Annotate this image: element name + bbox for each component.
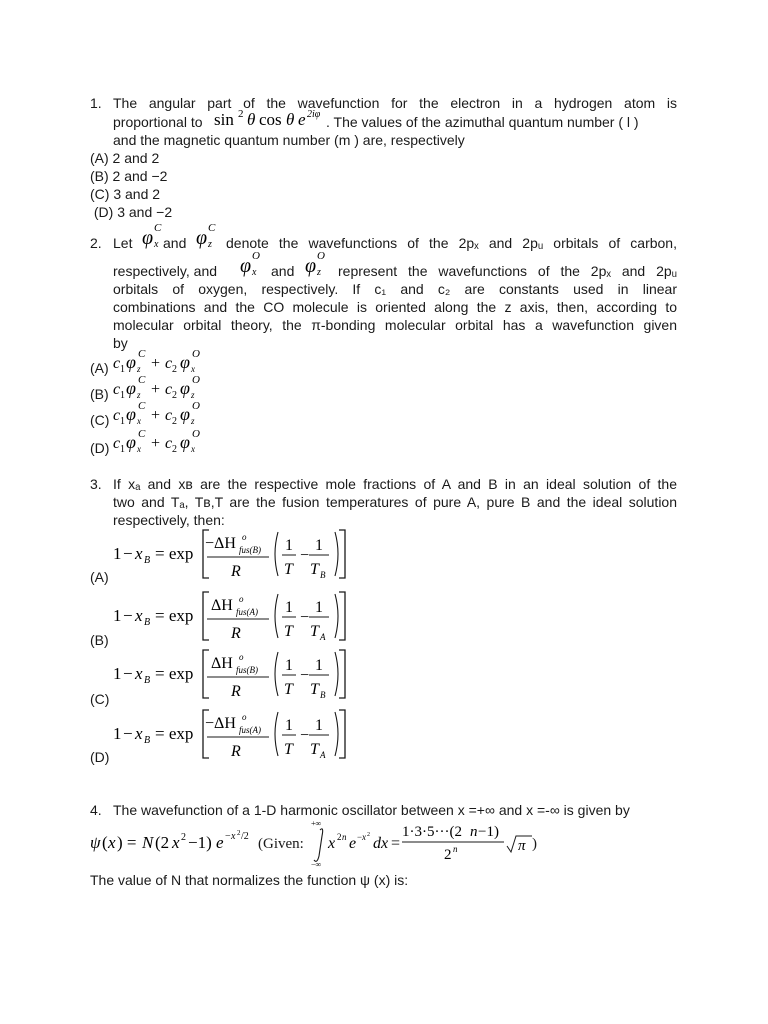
svg-text:−: −: [300, 609, 310, 626]
svg-text:O: O: [192, 348, 200, 360]
svg-text:x: x: [191, 444, 195, 454]
svg-text:2: 2: [172, 364, 177, 375]
q3-line3: respectively, then:: [113, 512, 225, 528]
svg-text:φ: φ: [126, 378, 136, 398]
svg-text:1: 1: [113, 724, 122, 743]
svg-text:2: 2: [337, 832, 342, 842]
q2-line6: by: [113, 335, 128, 351]
q2-line3: orbitals of oxygen, respectively. If c₁ and c₂ are constants used in linear: [113, 281, 677, 297]
svg-text:n: n: [453, 844, 458, 854]
phi-z-carbon: [196, 222, 218, 252]
svg-text:R: R: [231, 625, 241, 642]
svg-text:−ΔH: −ΔH: [205, 715, 236, 732]
q2-option-c-expression: [113, 400, 223, 428]
svg-text:A: A: [320, 750, 326, 760]
svg-text:1·3·5···(2: 1·3·5···(2: [402, 824, 462, 840]
svg-text:ΔH: ΔH: [211, 597, 233, 614]
svg-text:T: T: [284, 741, 293, 758]
svg-text:π: π: [518, 838, 526, 854]
svg-text:ψ: ψ: [90, 833, 101, 852]
svg-text:φ: φ: [305, 255, 317, 277]
svg-text:C: C: [138, 348, 146, 360]
q3-line1: If xₐ and xʙ are the respective mole fractions of A and B in an ideal solution of the: [113, 476, 677, 492]
q4-given-close: ): [532, 836, 537, 852]
svg-text:1: 1: [120, 416, 125, 427]
svg-text:x: x: [154, 239, 159, 250]
svg-text:/2: /2: [241, 831, 249, 842]
svg-text:1: 1: [113, 664, 122, 683]
svg-text:T: T: [310, 561, 319, 578]
q4-given-label: (Given:: [258, 836, 304, 852]
svg-text:x: x: [135, 664, 143, 683]
q1-number: 1.: [90, 95, 102, 111]
svg-text:O: O: [192, 400, 200, 412]
q2-line2-rest: represent the wavefunctions of the 2pₓ and 2pᵤ: [338, 263, 677, 279]
svg-text:1: 1: [113, 606, 122, 625]
svg-text:+: +: [151, 381, 161, 398]
q2-line1-rest: denote the wavefunctions of the 2pₓ and 2pᵤ orbitals of carbon,: [226, 235, 677, 251]
svg-text:n: n: [342, 832, 347, 842]
svg-text:c: c: [165, 407, 173, 424]
svg-text:fus(A): fus(A): [236, 607, 258, 617]
svg-text:z: z: [208, 239, 212, 250]
q1-option-c: (C) 3 and 2: [90, 186, 161, 202]
svg-text:1: 1: [285, 599, 293, 616]
svg-text:c: c: [113, 355, 121, 372]
svg-text:1: 1: [285, 537, 293, 554]
q3-option-c-label: (C): [90, 691, 110, 707]
q2-line4: combinations and the CO molecule is oriented along the z axis, then, according to: [113, 299, 677, 315]
svg-text:O: O: [317, 250, 325, 262]
q2-and2: and: [271, 263, 295, 279]
svg-text:φ: φ: [180, 378, 190, 398]
svg-text:T: T: [310, 681, 319, 698]
svg-text:1: 1: [315, 537, 323, 554]
q1-option-a: (A) 2 and 2: [90, 150, 160, 166]
svg-text:B: B: [144, 735, 151, 746]
svg-text:−∞: −∞: [311, 860, 322, 869]
q1-line2a: proportional to: [113, 114, 203, 130]
svg-text:x: x: [362, 832, 366, 842]
svg-text:−: −: [300, 547, 310, 564]
svg-text:T: T: [310, 623, 319, 640]
q2-line5: molecular orbital theory, the π-bonding molecular orbital has a wavefunction given: [113, 317, 677, 333]
svg-text:x: x: [108, 833, 116, 852]
svg-text:(: (: [102, 833, 108, 852]
svg-text:= exp: = exp: [155, 544, 194, 563]
svg-text:T: T: [284, 561, 293, 578]
q1-line1: The angular part of the wavefunction for the electron in a hydrogen atom is: [113, 95, 677, 111]
svg-text:fus(A): fus(A): [239, 725, 261, 735]
svg-text:φ: φ: [180, 432, 190, 452]
svg-text:+: +: [151, 407, 161, 424]
svg-text:2: 2: [172, 444, 177, 455]
svg-text:c: c: [113, 407, 121, 424]
svg-text:O: O: [192, 428, 200, 440]
svg-text:φ: φ: [196, 227, 208, 249]
q2-option-b-expression: [113, 374, 223, 402]
svg-text:fus(B): fus(B): [239, 545, 261, 555]
svg-text:φ: φ: [240, 255, 252, 277]
svg-text:ΔH: ΔH: [211, 655, 233, 672]
svg-text:B: B: [144, 617, 151, 628]
svg-text:1: 1: [120, 364, 125, 375]
q3-equation-d: [113, 706, 353, 762]
q1-option-d: (D) 3 and −2: [90, 204, 173, 220]
q2-line2a: respectively, and: [113, 263, 218, 279]
svg-text:c: c: [113, 435, 121, 452]
svg-text:cos: cos: [259, 110, 282, 129]
svg-text:1: 1: [315, 599, 323, 616]
q1-line3: and the magnetic quantum number (m ) are, respectively: [113, 132, 465, 148]
svg-text:θ: θ: [286, 110, 295, 129]
svg-text:1: 1: [315, 717, 323, 734]
q3-equation-c: [113, 646, 353, 702]
svg-text:o: o: [242, 712, 247, 722]
svg-text:A: A: [320, 632, 326, 642]
q4-given-integral: [308, 816, 538, 868]
svg-text:−1): −1): [188, 833, 212, 852]
q3-option-b-label: (B): [90, 632, 109, 648]
phi-x-oxygen: [240, 250, 262, 280]
svg-text:C: C: [154, 222, 162, 234]
svg-text:x: x: [135, 606, 143, 625]
svg-text:−: −: [123, 724, 133, 743]
q3-equation-b: [113, 588, 353, 644]
svg-text:−: −: [300, 667, 310, 684]
svg-text:e: e: [216, 833, 224, 852]
svg-text:x: x: [137, 444, 141, 454]
svg-text:C: C: [138, 374, 146, 386]
q3-option-a-label: (A): [90, 569, 109, 585]
svg-text:1: 1: [315, 657, 323, 674]
svg-text:sin: sin: [214, 110, 234, 129]
svg-text:2: 2: [181, 832, 186, 843]
svg-text:B: B: [144, 675, 151, 686]
phi-x-carbon: [142, 222, 164, 252]
svg-text:R: R: [231, 683, 241, 700]
svg-text:−ΔH: −ΔH: [205, 535, 236, 552]
svg-text:c: c: [165, 381, 173, 398]
q1-option-b: (B) 2 and −2: [90, 168, 168, 184]
svg-text:= exp: = exp: [155, 606, 194, 625]
svg-text:fus(B): fus(B): [236, 665, 258, 675]
phi-z-oxygen: [305, 250, 327, 280]
q1-line2b: . The values of the azimuthal quantum number ( l ): [326, 114, 639, 130]
svg-text:x: x: [328, 835, 336, 852]
svg-text:−: −: [300, 727, 310, 744]
q3-number: 3.: [90, 476, 102, 492]
svg-text:2: 2: [172, 416, 177, 427]
svg-text:x: x: [172, 833, 180, 852]
svg-text:θ: θ: [247, 110, 256, 129]
svg-text:) =: ) =: [117, 833, 137, 852]
svg-text:(2: (2: [155, 833, 170, 852]
svg-text:z: z: [137, 364, 141, 374]
svg-text:O: O: [192, 374, 200, 386]
q1-expression: [214, 107, 324, 131]
svg-text:e: e: [349, 835, 357, 852]
q3-equation-a: [113, 526, 353, 582]
q2-option-a-label: (A): [90, 360, 109, 376]
svg-text:C: C: [138, 428, 146, 440]
svg-text:−: −: [123, 544, 133, 563]
q2-and1: and: [163, 235, 187, 251]
svg-text:N: N: [142, 833, 154, 852]
svg-text:+: +: [151, 355, 161, 372]
q2-option-c-label: (C): [90, 412, 110, 428]
svg-text:T: T: [284, 623, 293, 640]
svg-text:φ: φ: [126, 352, 136, 372]
svg-text:1: 1: [120, 390, 125, 401]
svg-text:c: c: [165, 435, 173, 452]
svg-text:+∞: +∞: [311, 819, 322, 828]
svg-text:T: T: [284, 681, 293, 698]
svg-text:z: z: [191, 390, 195, 400]
q2-number: 2.: [90, 235, 102, 251]
q2-option-d-expression: [113, 428, 223, 456]
q4-line3: The value of N that normalizes the function ψ (x) is:: [90, 872, 409, 888]
svg-text:2: 2: [172, 390, 177, 401]
svg-text:+: +: [151, 435, 161, 452]
svg-text:R: R: [231, 563, 241, 580]
svg-text:x: x: [135, 544, 143, 563]
svg-text:o: o: [239, 652, 244, 662]
q2-option-d-label: (D): [90, 440, 110, 456]
svg-text:φ: φ: [180, 404, 190, 424]
svg-text:−: −: [123, 664, 133, 683]
q2-let: Let: [113, 235, 133, 251]
svg-text:φ: φ: [126, 404, 136, 424]
svg-text:x: x: [135, 724, 143, 743]
svg-text:= exp: = exp: [155, 664, 194, 683]
q2-option-b-label: (B): [90, 386, 109, 402]
svg-text:c: c: [113, 381, 121, 398]
svg-text:2: 2: [444, 847, 452, 863]
svg-text:−: −: [123, 606, 133, 625]
svg-text:1: 1: [285, 657, 293, 674]
svg-text:B: B: [320, 690, 326, 700]
svg-text:= exp: = exp: [155, 724, 194, 743]
svg-text:φ: φ: [180, 352, 190, 372]
svg-text:z: z: [137, 390, 141, 400]
svg-text:n: n: [470, 824, 478, 840]
svg-text:c: c: [165, 355, 173, 372]
svg-text:1: 1: [120, 444, 125, 455]
svg-text:=: =: [391, 835, 401, 852]
svg-text:z: z: [191, 416, 195, 426]
svg-text:B: B: [320, 570, 326, 580]
q4-wavefunction: [90, 820, 270, 860]
svg-text:o: o: [239, 594, 244, 604]
svg-text:−: −: [357, 832, 363, 842]
svg-text:z: z: [317, 267, 321, 278]
svg-text:o: o: [242, 532, 247, 542]
svg-text:−1): −1): [478, 824, 499, 840]
svg-text:C: C: [208, 222, 216, 234]
q2-option-a-expression: [113, 348, 223, 376]
svg-text:C: C: [138, 400, 146, 412]
svg-text:1: 1: [285, 717, 293, 734]
svg-text:φ: φ: [126, 432, 136, 452]
q4-number: 4.: [90, 802, 102, 818]
q3-option-d-label: (D): [90, 749, 110, 765]
svg-text:R: R: [231, 743, 241, 760]
svg-text:T: T: [310, 741, 319, 758]
svg-text:−: −: [225, 831, 231, 842]
svg-text:e: e: [298, 110, 306, 129]
svg-text:x: x: [191, 364, 195, 374]
svg-text:2: 2: [237, 829, 241, 837]
svg-text:φ: φ: [142, 227, 154, 249]
svg-text:2iφ: 2iφ: [307, 109, 321, 120]
svg-text:1: 1: [113, 544, 122, 563]
svg-text:2: 2: [238, 108, 244, 120]
svg-text:O: O: [252, 250, 260, 262]
svg-text:x: x: [252, 267, 257, 278]
svg-text:2: 2: [367, 832, 370, 838]
q3-line2: two and Tₐ, Tʙ,T are the fusion temperatures of pure A, pure B and the ideal solution: [113, 494, 677, 510]
q4-line1: The wavefunction of a 1-D harmonic oscillator between x =+∞ and x =-∞ is given by: [113, 802, 630, 818]
svg-text:x: x: [137, 416, 141, 426]
svg-text:dx: dx: [373, 835, 389, 852]
svg-text:x: x: [231, 831, 236, 842]
svg-text:B: B: [144, 555, 151, 566]
